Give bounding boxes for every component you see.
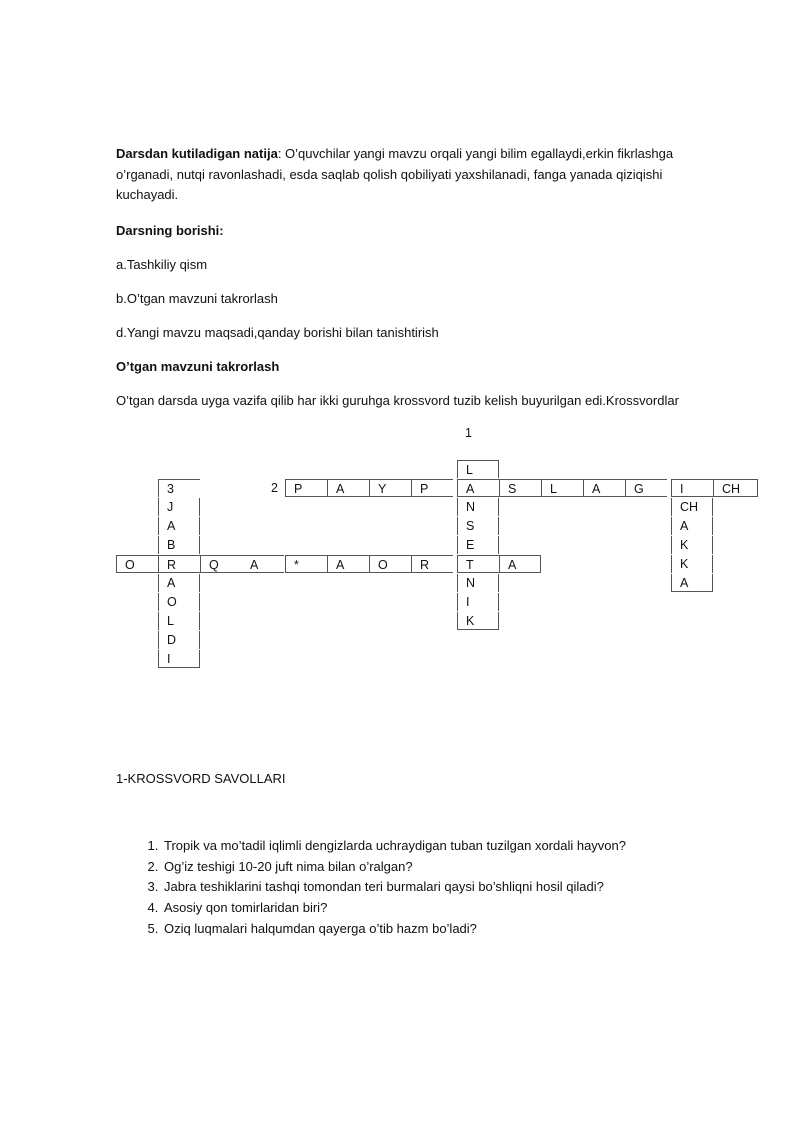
orqa-cell: A	[499, 555, 541, 573]
clue-number-1: 1	[465, 426, 472, 440]
payposlagi-cell: CH	[713, 479, 758, 497]
chakka-cell: K	[671, 555, 713, 573]
review-text: O’tgan darsda uyga vazifa qilib har ikki guruhga krossvord tuzib kelish buyurilgan edi.Krossvordlar	[116, 393, 679, 408]
result-label: Darsdan kutiladigan natija	[116, 146, 278, 161]
question-item: 3. Jabra teshiklarini tashqi tomondan teri burmalari qaysi bo’shliqni hosil qiladi?	[162, 877, 782, 898]
payposlagi-cell: G	[625, 479, 667, 497]
landset-cell: N	[457, 498, 499, 516]
landset-cell: E	[457, 536, 499, 554]
payposlagi-cell: A	[457, 479, 499, 497]
payposlagi-cell: Y	[369, 479, 411, 497]
orqa-cell: A	[242, 555, 284, 573]
question-item: 4. Asosiy qon tomirlaridan biri?	[162, 898, 782, 919]
question-item: 2. Og’iz teshigi 10-20 juft nima bilan o’ralgan?	[162, 857, 782, 878]
question-item: 5. Oziq luqmalari halqumdan qayerga o’tib hazm bo’ladi?	[162, 919, 782, 940]
borishi-label-text: Darsning borishi:	[116, 223, 224, 238]
chakka-cell: K	[671, 536, 713, 554]
chakka-cell: A	[671, 517, 713, 535]
chakka-cell: CH	[671, 498, 713, 516]
jabra-cell: A	[158, 517, 200, 535]
landset-cell: N	[457, 574, 499, 592]
orqa-cell: *	[285, 555, 327, 573]
landset-cell: I	[457, 593, 499, 611]
payposlagi-cell: L	[541, 479, 583, 497]
landset-cell: L	[457, 460, 499, 478]
payposlagi-cell: A	[583, 479, 625, 497]
orqa-cell: O	[116, 555, 158, 573]
step-b: b.O’tgan mavzuni takrorlash	[116, 291, 278, 306]
orqa-cell: T	[457, 555, 499, 573]
questions-heading: 1-KROSSVORD SAVOLLARI	[116, 771, 286, 786]
orqa-cell: R	[411, 555, 453, 573]
landset-cell: S	[457, 517, 499, 535]
jabra-cell: J	[158, 498, 200, 516]
orqa-cell: R	[158, 555, 200, 573]
jabra-cell: B	[158, 536, 200, 554]
payposlagi-cell: P	[285, 479, 327, 497]
jabra-cell: O	[158, 593, 200, 611]
clue-number-3: 3	[158, 479, 200, 497]
orqa-cell: Q	[200, 555, 242, 573]
jabra-cell: L	[158, 612, 200, 630]
orqa-cell: O	[369, 555, 411, 573]
step-d: d.Yangi mavzu maqsadi,qanday borishi bilan tanishtirish	[116, 325, 439, 340]
payposlagi-cell: A	[327, 479, 369, 497]
payposlagi-cell: I	[671, 479, 713, 497]
result-text: : O’quvchilar yangi mavzu orqali yangi bilim egallaydi,erkin fikrlashga o’rganadi, nutqi ravonlashadi, esda saqlab qolish qobiliyati yaxshilanadi, fanga yanada qiziqishi kuchayadi.	[116, 146, 674, 202]
payposlagi-cell: S	[499, 479, 541, 497]
question-item: 1. Tropik va mo’tadil iqlimli dengizlarda uchraydigan tuban tuzilgan xordali hayvon?	[162, 836, 782, 857]
jabra-cell: D	[158, 631, 200, 649]
orqa-cell: A	[327, 555, 369, 573]
chakka-cell: A	[671, 574, 713, 592]
step-a: a.Tashkiliy qism	[116, 257, 208, 272]
jabra-cell: A	[158, 574, 200, 592]
landset-cell: K	[457, 612, 499, 630]
questions-list	[116, 836, 782, 940]
review-heading-text: O’tgan mavzuni takrorlash	[116, 359, 280, 374]
clue-number-2: 2	[271, 481, 278, 495]
payposlagi-cell: P	[411, 479, 453, 497]
jabra-cell: I	[158, 650, 200, 668]
